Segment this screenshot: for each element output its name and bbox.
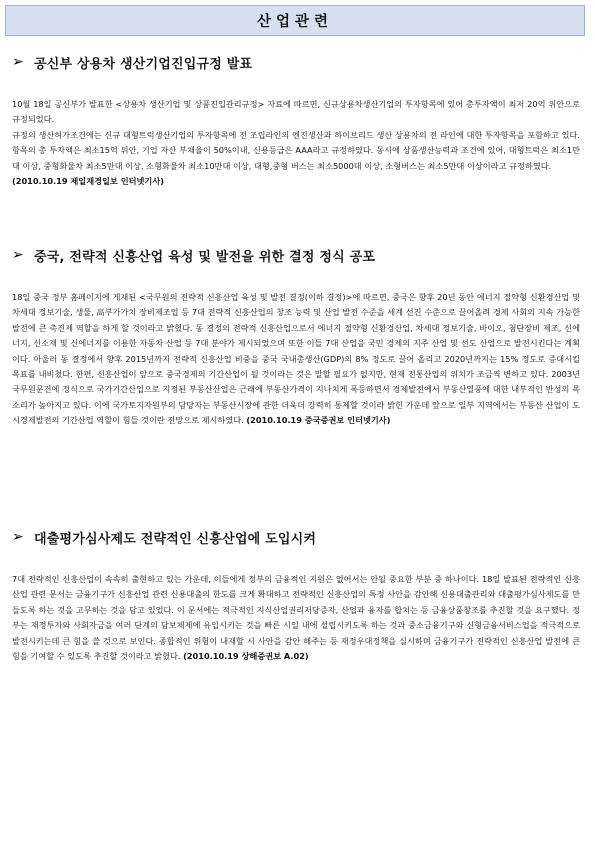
banner-title: 산업관련 — [256, 14, 334, 30]
article-source: (2010.10.19 상해증권보 A.02) — [183, 651, 309, 662]
article-body — [12, 572, 580, 664]
headline-text: 대출평가심사제도 전략적인 신흥산업에 도입시켜 — [34, 531, 317, 547]
headline-text: 중국, 전략적 신흥산업 육성 및 발전을 위한 결정 정식 공포 — [34, 249, 376, 265]
article-headline — [12, 244, 580, 266]
arrow-bullet-icon: ➢ — [12, 54, 24, 70]
article-headline — [12, 526, 580, 548]
article-headline — [12, 51, 580, 73]
article-source: (2010.10.19 제일재경일보 인터넷기사) — [12, 176, 164, 187]
article-1 — [12, 51, 580, 189]
article-3 — [12, 526, 580, 664]
article-body — [12, 97, 580, 189]
paragraph: 10월 18일 공신부가 발표한 <상용차 생산기업 및 상품진입관리규정> 자료에 따르면, 신규상용차생산기업의 투자항목에 있어 총투자액이 최저 20억 위안으로 규정되었다. — [12, 99, 580, 125]
article-source: (2010.10.19 중국증권보 인터넷기사) — [246, 415, 391, 426]
arrow-bullet-icon: ➢ — [12, 247, 24, 263]
headline-text: 공신부 상용차 생산기업진입규정 발표 — [34, 56, 253, 72]
paragraph: 규정의 생산허가조건에는 신규 대형트럭생산기업의 투자항목에 전 조립라인의 엔진생산과 하이브리드 생산 상용차의 전 라인에 대한 투자항목을 포함하고 있다. 항목의 총 투자액은 최소15억 위안, 기업 자산 부채율이 50%이내, 신용등급은 AAA라고 규정하였다. 동시에 상품생산능력과 조건에 있어, 대형트럭은 최소1만대 이상, 중형화물차 최소5만대 이상, 소형화물차 최소10만대 이상, 대형,중형 버스는 최소5000대 이상, 소형버스는 최소5만대 이상이라고 규정하였다. — [12, 129, 580, 171]
article-2 — [12, 244, 580, 429]
article-body — [12, 290, 580, 429]
paragraph: 18일 중국 정부 홈페이지에 게재된 <국무원의 전략적 신흥산업 육성 및 발전 결정(이하 결정)>에 따르면, 중국은 향후 20년 동안 에너지 절약형 신환경산업 및 차세대 정보기술, 생물, 高부가가치 장비제조업 등 7대 전략적 신흥산업의 창조 능력 및 산업 발전 수준을 세계 선진 수준으로 끌어올려 경제 사회의 지속 가능한 발전에 큰 촉진제 역할을 하게 할 것이라고 밝혔다. 동 결정의 전략적 신흥산업으로서 에너지 절약형 신환경산업, 차세대 정보기술, 바이오, 첨단장비 제조, 신에너지, 신소재 및 신에너지를 이용한 자동차 산업 등 7대 분야가 제시되었으며 또한 이들 7대 산업을 국민 경제의 지주 산업 및 선도 산업으로 발전시킨다는 계획이다. 아울러 동 결정에서 향후 2015년까지 전략적 신흥산업 비중을 중국 국내총생산(GDP)의 8% 정도로 끌어 올리고 2020년까지는 15% 정도로 증대시킬 목표를 내비쳤다. 한편, 신흥산업이 앞으로 중국경제의 기간산업이 될 것이라는 것은 말할 필요가 없지만, 현재 전통산업의 위치가 조금씩 변하고 있다. 2003년 국무원문건에 정식으로 국가기간산업으로 지정된 부동산산업은 근래에 부동산가격이 지나치게 폭등하면서 경제발전에서 부동산열풍에 대한 내부적인 반성의 목소리가 높아지고 있다. 이에 국가토지자원부의 담당자는 부동산시장에 관한 더욱더 강력히 통제할 것이라 밝힌 가운데 앞으로 일부 지역에서는 부동산 산업이 도시경제발전의 기간산업 역할이 힘들 것이란 전망으로 제시하였다. — [12, 292, 580, 426]
paragraph: 7대 전략적인 신흥산업이 속속히 출현하고 있는 가운데, 이들에게 정부의 금융적인 지원은 없어서는 안될 중요한 부분 중 하나이다. 18일 발표된 전략적인 신흥산업 관련 문서는 금융기구가 신흥산업 관련 신용대출의 한도를 크게 확대하고 전략적인 신흥산업의 특정 사안을 감안해 신용대출관리와 대출평가심사제도를 만들도록 하는 것을 고무하는 것을 담고 있었다. 이 문서에는 적극적인 지식산업권리저당증자, 산업과 융자를 합치는 등 금융상품창조를 추진할 것을 요구했다. 정부는 재정투자와 사회자금을 여러 단계의 담보체제에 유입시키는 것을 빠른 시일 내에 설립시키도록 하는 것과 중소금융기구와 신형금융서비스업을 적극적으로 발전시키는데 큰 힘을 쓸 것으로 보인다. 종합적인 위험이 내재할 시 사안을 감안 해주는 등 재정우대정책을 실시하며 금융기구가 전략적인 신흥산업 발전에 큰 힘을 기여할 수 있도록 추진할 것이라고 밝혔다. — [12, 574, 580, 662]
section-banner — [5, 5, 585, 36]
arrow-bullet-icon: ➢ — [12, 529, 24, 545]
